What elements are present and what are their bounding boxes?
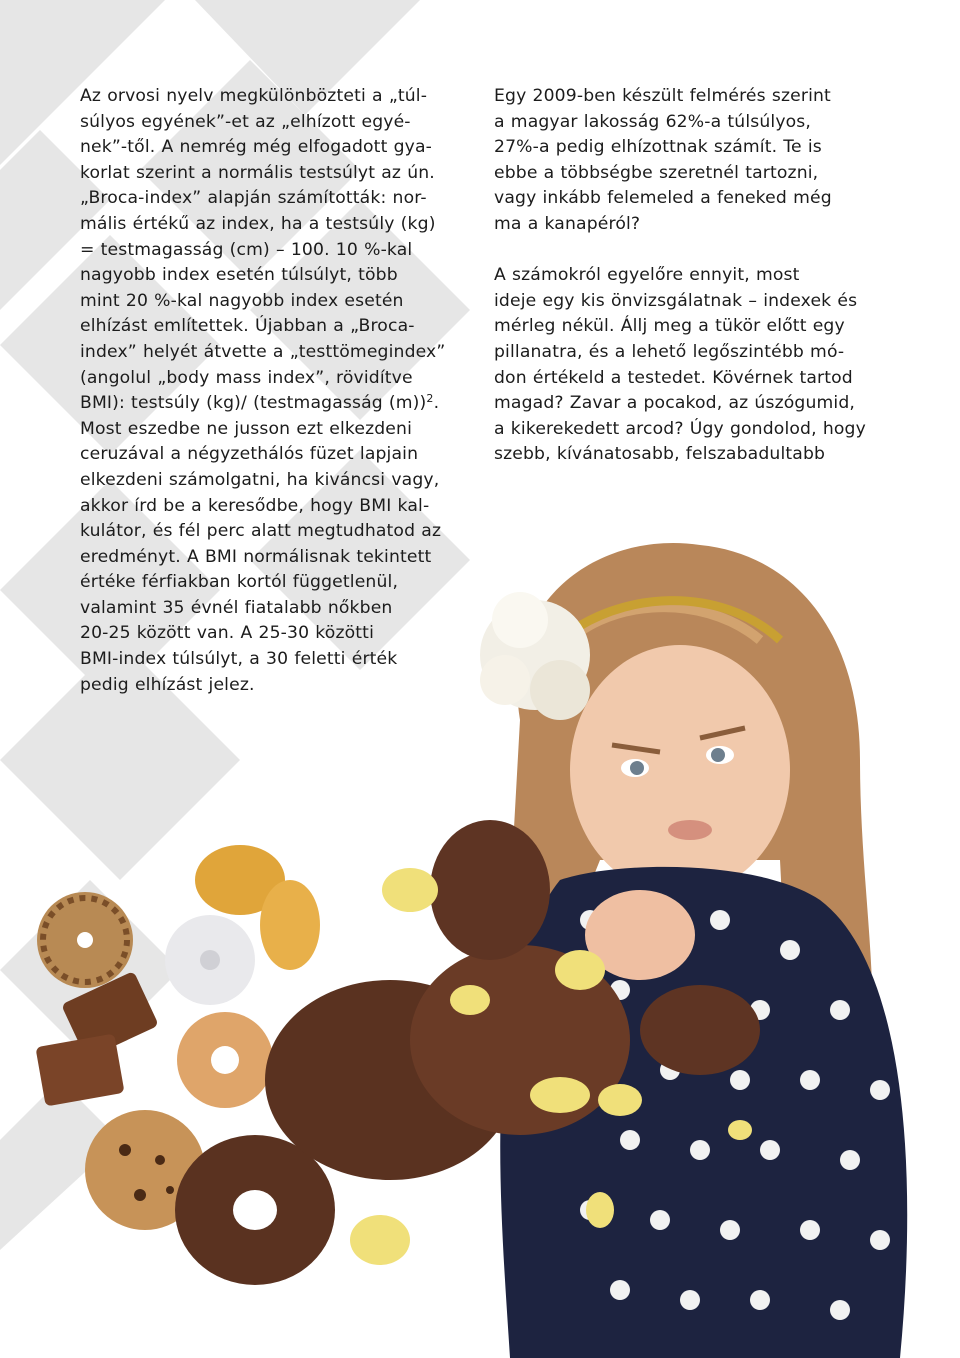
left-column-paragraph — [80, 84, 470, 698]
bmi-definition-text: Az orvosi nyelv megkülönbözteti a „túl- súlyos egyének”-et az „elhízott egyé- nek”-től. A nemrég még elfogadott gya- korlat szerint a normális testsúlyt az ún. „Broca-index” alapján számították: nor- mális értékű az index, ha a testsúly (kg) = testmagasság (cm) – 100. 10 %-kal nagyobb index esetén túlsúlyt, több mint 20 %-kal nagyobb index esetén elhízást említettek. Újabban a „Broca- index” helyét átvette a „testtömegindex” (angolul „body mass index”, rövidítve BMI): testsúly (kg)/ (testmagasság (m)) — [80, 86, 446, 414]
self-assessment-paragraph: A számokról egyelőre ennyit, most ideje egy kis önvizsgálatnak – indexek és mérleg nékül. Állj meg a tükör előtt egy pillanatra, és a lehető legőszintébb mó- don értékeld a testedet. Kövérnek tartod magad? Zavar a pocakod, az úszógumid, a kikerekedett arcod? Úgy gondolod, hogy szebb, kívánatosabb, felszabadultabb — [494, 265, 866, 465]
left-text-column — [80, 84, 470, 698]
potato-chip — [260, 880, 320, 970]
squared-superscript: 2 — [426, 392, 434, 406]
face — [570, 645, 790, 895]
bmi-calculator-text: . Most eszedbe ne jusson ezt elkezdeni ceruzával a négyzethálós füzet lapjain elkezdeni számolgatni, ha kiváncsi vagy, akkor írd be a keresődbe, hogy BMI kal- kulátor, és fél perc alatt megtudhatod az eredményt. A BMI normálisnak tekintett értéke férfiakban kortól függetlenül, valamint 35 évnél fiatalabb nőkben 20-25 között van. A 25-30 közötti BMI-index túlsúlyt, a 30 feletti érték pedig elhízást jelez. — [80, 393, 442, 695]
survey-paragraph: Egy 2009-ben készült felmérés szerint a magyar lakosság 62%-a túlsúlyos, 27%-a pedig elhízottnak számít. Te is ebbe a többségbe szeretnél tartozni, vagy inkább felemeled a feneked még ma a kanapéról? — [494, 86, 832, 234]
right-text-column — [494, 84, 884, 468]
chocolate-wafer — [35, 1034, 124, 1107]
chocolate-donut — [430, 820, 550, 960]
chocolate-donut — [640, 985, 760, 1075]
striped-cookie — [37, 892, 133, 988]
